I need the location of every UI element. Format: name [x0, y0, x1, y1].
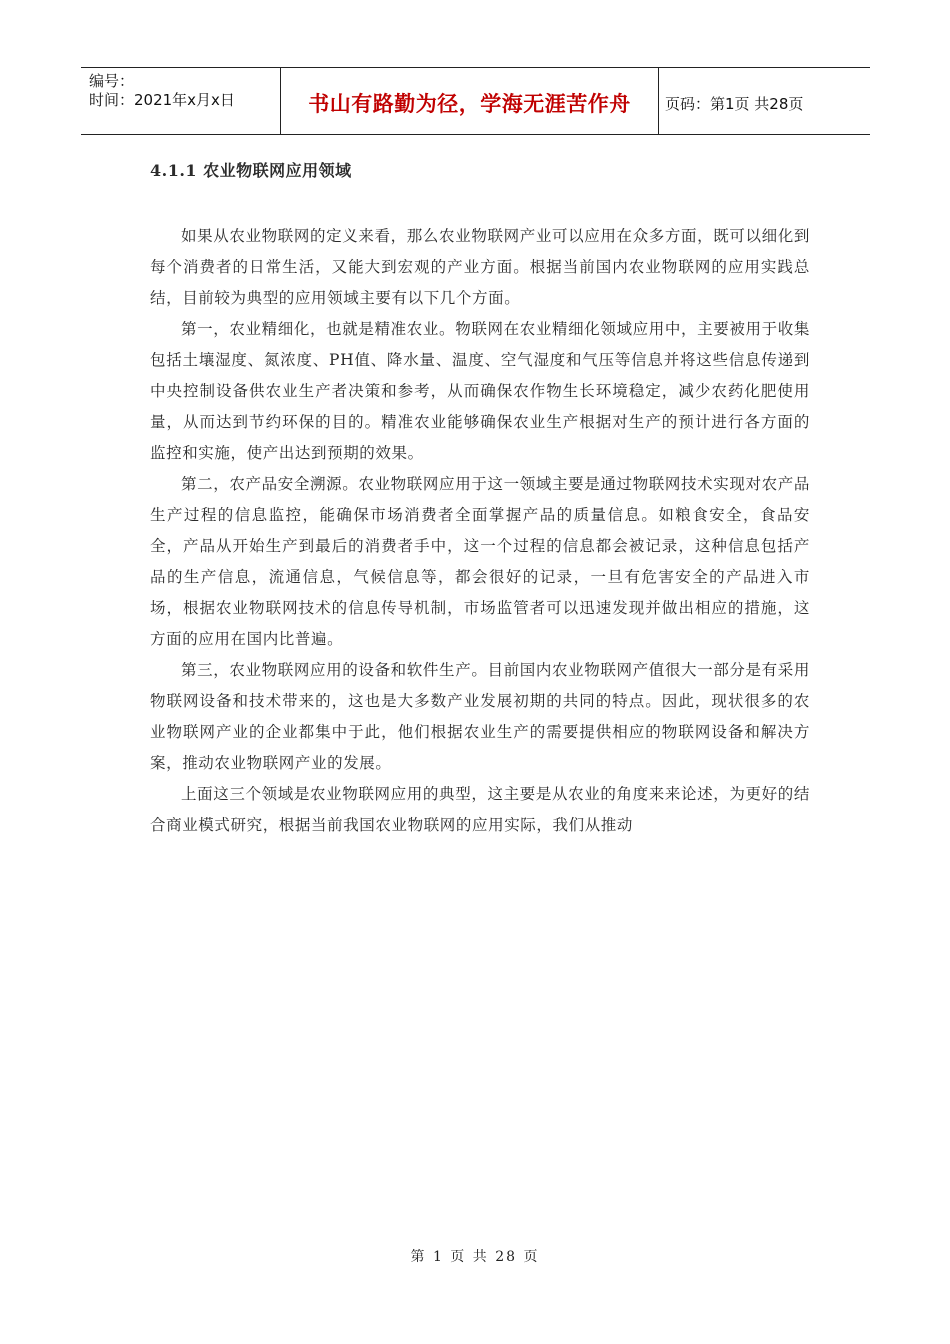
- document-number-label: 编号：: [89, 72, 135, 90]
- paragraph-precision-agriculture: 第一，农业精细化，也就是精准农业。物联网在农业精细化领域应用中，主要被用于收集包括土壤湿度、氮浓度、PH值、降水量、温度、空气湿度和气压等信息并将这些信息传递到中央控制设备供农业生产者决策和参考，从而确保农作物生长环境稳定，减少农药化肥使用量，从而达到节约环保的目的。精准农业能够确保农业生产根据对生产的预计进行各方面的监控和实施，使产出达到预期的效果。: [150, 320, 810, 462]
- header-meta: [81, 68, 281, 134]
- section-title: 4.1.1 农业物联网应用领域: [150, 161, 352, 180]
- paragraph-intro: 如果从农业物联网的定义来看，那么农业物联网产业可以应用在众多方面，既可以细化到每个消费者的日常生活，又能大到宏观的产业方面。根据当前国内农业物联网的应用实践总结，目前较为典型的应用领域主要有以下几个方面。: [150, 227, 810, 307]
- page-header: [81, 67, 870, 135]
- header-motto: 书山有路勤为径，学海无涯苦作舟: [308, 92, 631, 116]
- page-footer: 第 1 页 共 28 页: [410, 1249, 540, 1265]
- header-motto-cell: [281, 68, 659, 134]
- document-body: [150, 158, 810, 841]
- document-date: 时间：2021年x月x日: [89, 91, 235, 109]
- paragraph-equipment-software: 第三，农业物联网应用的设备和软件生产。目前国内农业物联网产值很大一部分是有采用物联网设备和技术带来的，这也是大多数产业发展初期的共同的特点。因此，现状很多的农业物联网产业的企业都集中于此，他们根据农业生产的需要提供相应的物联网设备和解决方案，推动农业物联网产业的发展。: [150, 661, 810, 772]
- header-page-info: 页码：第1页 共28页: [665, 94, 804, 113]
- paragraph-traceability: 第二，农产品安全溯源。农业物联网应用于这一领域主要是通过物联网技术实现对农产品生产过程的信息监控，能确保市场消费者全面掌握产品的质量信息。如粮食安全，食品安全，产品从开始生产到最后的消费者手中，这一个过程的信息都会被记录，这种信息包括产品的生产信息，流通信息，气候信息等，都会很好的记录，一旦有危害安全的产品进入市场，根据农业物联网技术的信息传导机制，市场监管者可以迅速发现并做出相应的措施，这方面的应用在国内比普遍。: [150, 475, 810, 648]
- paragraph-summary: 上面这三个领域是农业物联网应用的典型，这主要是从农业的角度来来论述，为更好的结合商业模式研究，根据当前我国农业物联网的应用实际，我们从推动: [150, 785, 810, 834]
